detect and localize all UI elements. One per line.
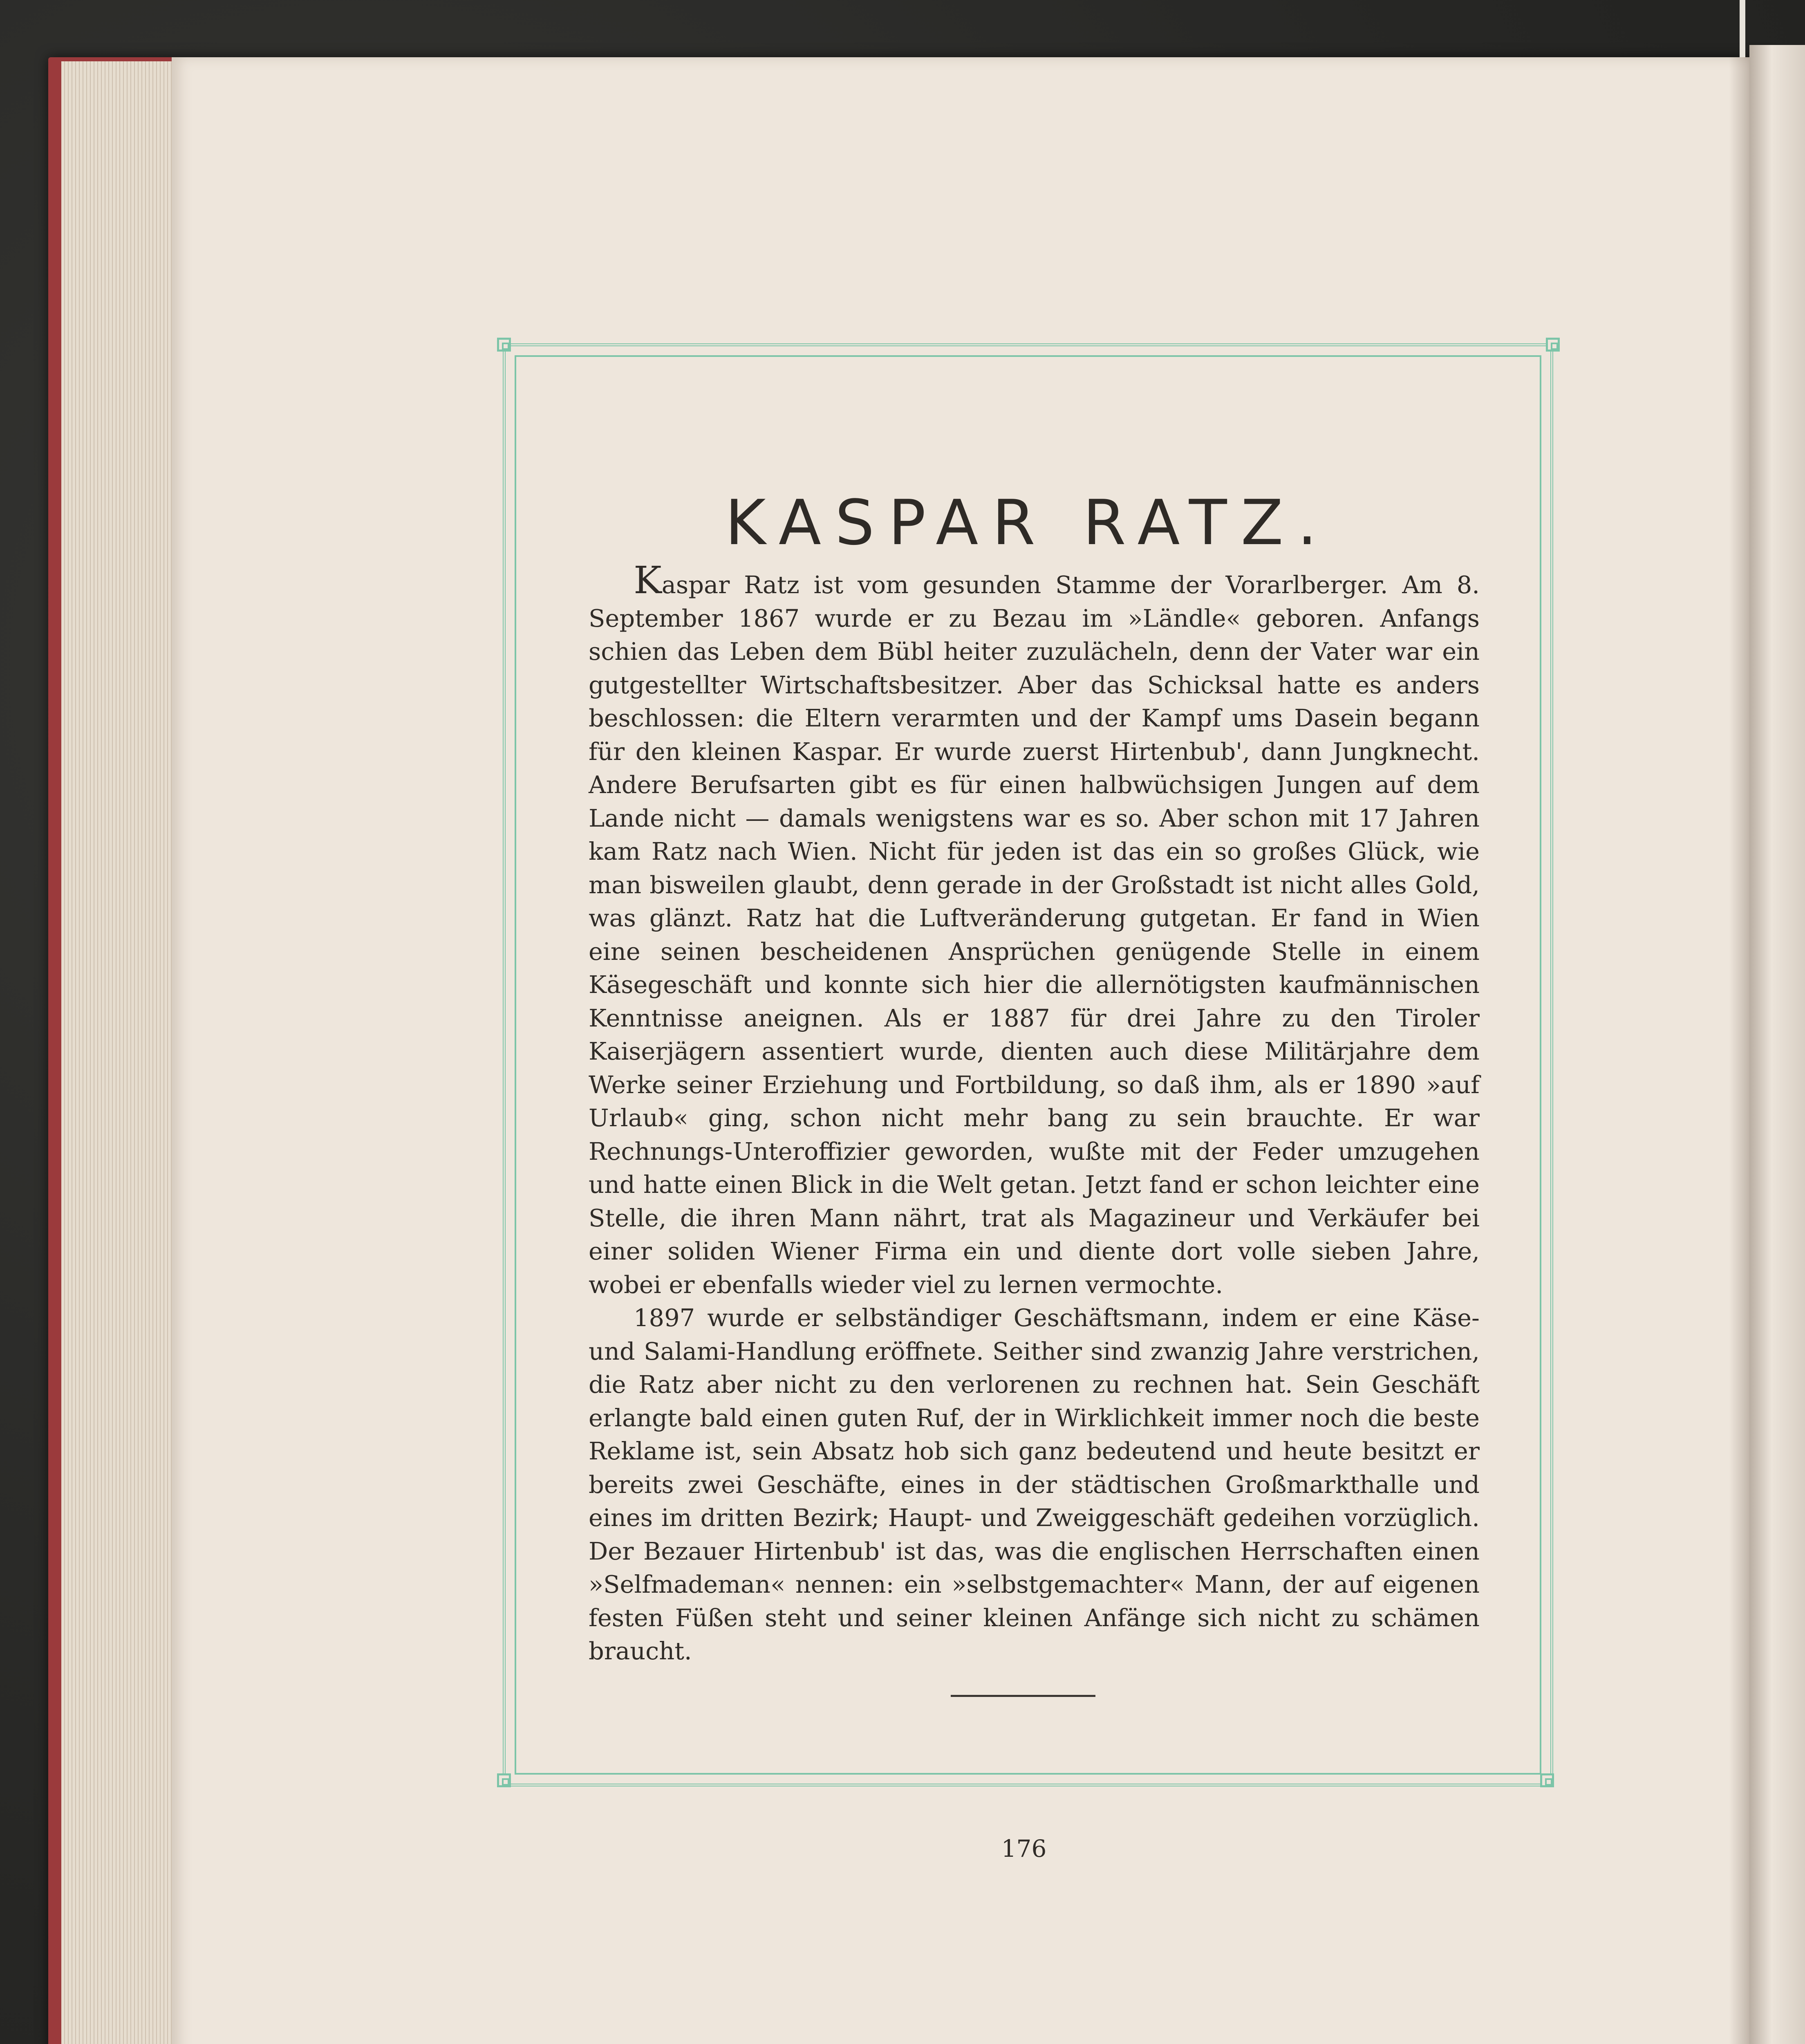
- closing-rule: [951, 1695, 1095, 1697]
- scan-ruler: [1740, 0, 1745, 57]
- article-body: [589, 558, 1480, 1668]
- frame-corner-ornament-top-right: [1546, 338, 1560, 352]
- facing-page-edge: [1749, 45, 1805, 2044]
- paragraph-2: 1897 wurde er selbständiger Geschäftsmann, indem er eine Käse- und Salami-Handlung eröffnete. Seither sind zwanzig Jahre verstrichen, die Ratz aber nicht zu den verlorenen zu rechnen hat. Sein Geschäft erlangte bald einen guten Ruf, der in Wirklichkeit immer noch die beste Reklame ist, sein Absatz hob sich ganz bedeutend und heute besitzt er bereits zwei Geschäfte, eines in der städtischen Großmarkthalle und eines im dritten Bezirk; Haupt- und Zweiggeschäft gedeihen vorzüglich. Der Bezauer Hirtenbub' ist das, was die englischen Herrschaften einen »Selfmademan« nennen: ein »selbstgemachter« Mann, der auf eigenen festen Füßen steht und seiner kleinen Anfänge sich nicht zu schämen braucht.: [589, 1304, 1480, 1665]
- drop-cap: K: [634, 558, 662, 602]
- paragraph-1-text: aspar Ratz ist vom gesunden Stamme der Vorarlberger. Am 8. September 1867 wurde er zu Bezau im »Ländle« geboren. Anfangs schien das Leben dem Bübl heiter zuzulächeln, denn der Vater war ein gutgestellter Wirtschaftsbesitzer. Aber das Schicksal hatte es anders beschlossen: die Eltern verarmten und der Kampf ums Dasein begann für den kleinen Kaspar. Er wurde zuerst Hirtenbub', dann Jungknecht. Andere Berufsarten gibt es für einen halbwüchsigen Jungen auf dem Lande nicht — damals wenigstens war es so. Aber schon mit 17 Jahren kam Ratz nach Wien. Nicht für jeden ist das ein so großes Glück, wie man bisweilen glaubt, denn gerade in der Großstadt ist nicht alles Gold, was glänzt. Ratz hat die Luftveränderung gutgetan. Er fand in Wien eine seinen bescheidenen Ansprüchen genügende Stelle in einem Käsegeschäft und konnte sich hier die allernötigsten kaufmännischen Kenntnisse aneignen. Als er 1887 für drei Jahre zu den Tiroler Kaiserjägern assentiert wurde, dienten auch diese Militärjahre dem Werke seiner Erziehung und Fortbildung, so daß ihm, als er 1890 »auf Urlaub« ging, schon nicht mehr bang zu sein brauchte. Er war Rechnungs-Unteroffizier geworden, wußte mit der Feder umzugehen und hatte einen Blick in die Welt getan. Jetzt fand er schon leichter eine Stelle, die ihren Mann nährt, trat als Magazineur und Verkäufer bei einer soliden Wiener Firma ein und diente dort volle sieben Jahre, wobei er ebenfalls wieder viel zu lernen vermochte.: [589, 571, 1480, 1299]
- page-number: 176: [1001, 1835, 1047, 1862]
- paragraph-1: [589, 558, 1480, 1301]
- page-edges: [61, 61, 180, 2044]
- frame-corner-ornament-bottom-right: [1540, 1773, 1554, 1787]
- frame-corner-ornament-bottom-left: [497, 1773, 511, 1787]
- article-title: KASPAR RATZ.: [725, 486, 1331, 559]
- frame-corner-ornament-top-left: [497, 338, 511, 352]
